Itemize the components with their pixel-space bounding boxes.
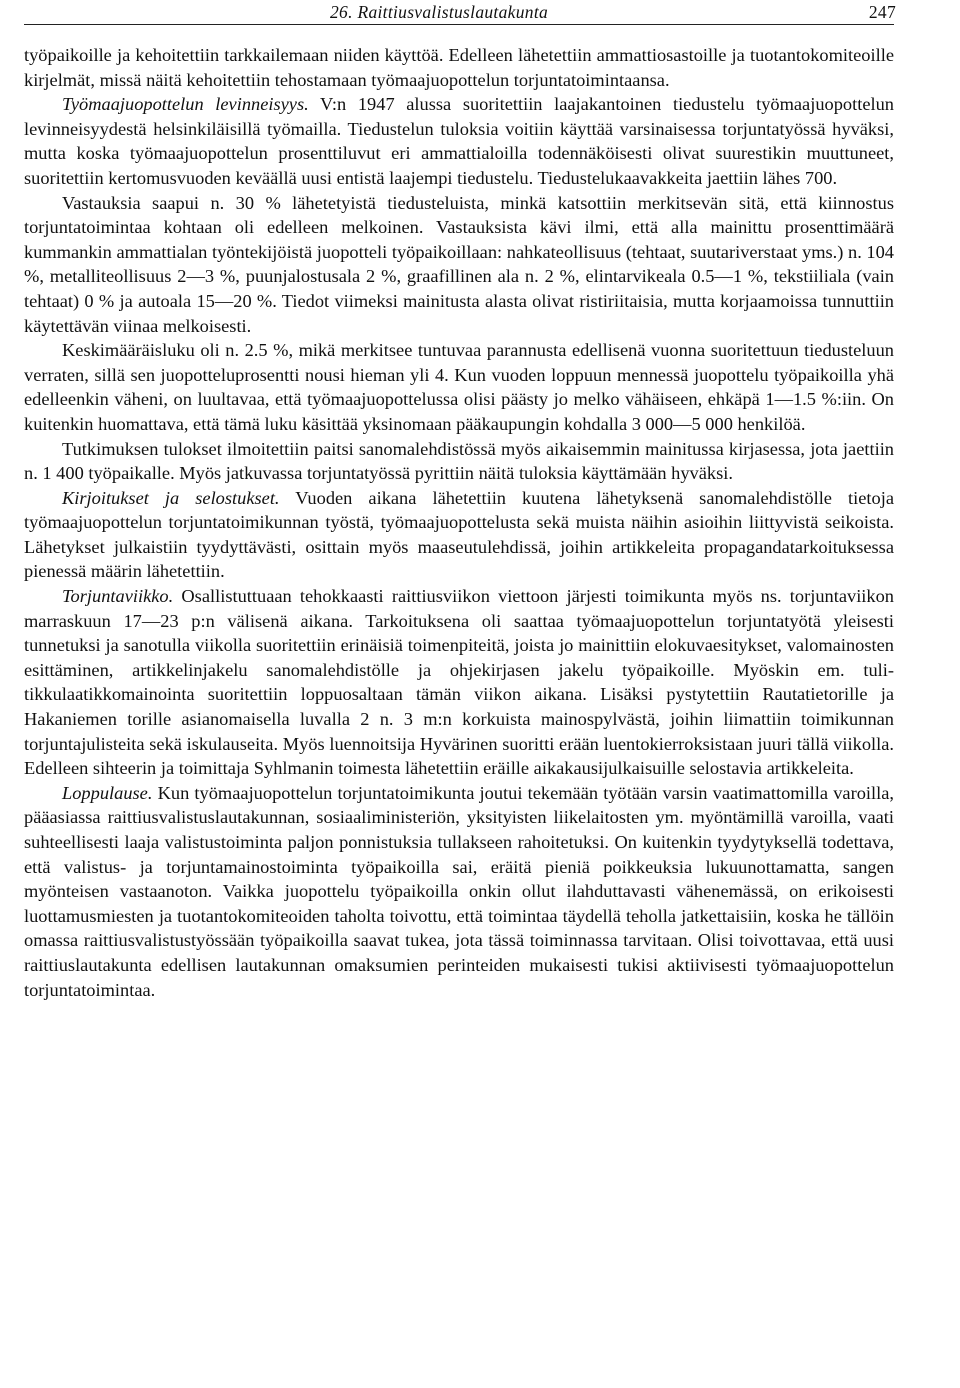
paragraph-6: [24, 486, 894, 584]
paragraph-4: [24, 338, 894, 436]
paragraph-text: Vuoden aikana lähetettiin kuutena lähetyksenä sanomalehdistölle tietoja työmaajuopottelun torjuntatoimikunnan työstä, työmaajuopottelusta sekä muista näihin asioihin liittyvistä seikoista. Lähetykset julkaistiin tyydyttävästi, osittain myös maaseutulehdissä, joihin artikkeleita propagandatarkoituksessa pienessä määrin lähetettiin.: [24, 487, 894, 582]
section-heading: Loppulause.: [62, 782, 153, 803]
paragraph-text: Tutkimuksen tulokset ilmoitettiin paitsi sanomalehdistössä myös aikaisemmin mainitussa kirjasessa, jota jaettiin n. 1 400 työpaikalle. Myös jatkuvassa torjuntatyössä pyrittiin näitä tuloksia käyttämään hyväksi.: [24, 438, 894, 484]
section-heading: Työmaajuopottelun levinneisyys.: [62, 94, 309, 115]
page-number: 247: [868, 2, 896, 22]
paragraph-5: [24, 437, 894, 486]
chapter-title: 26. Raittiusvalistuslautakunta: [330, 2, 549, 22]
paragraph-text: Keskimääräisluku oli n. 2.5 %, mikä merkitsee tuntuvaa parannusta edellisenä vuonna suoritettuun tiedusteluun verraten, sillä sen juopotteluprosentti nousi hieman yli 4. Kun vuoden loppuun mennessä juopottelu työpaikoilla yhä edelleenkin väheni, on luultavaa, että työmaajuopottelussa olisi päästy jo melko vähäiseen, ehkäpä 1—1.5 %:iin. On kuitenkin huomattava, että tämä luku käsittää yksinomaan pääkaupungin kohdalla 3 000—5 000 henkilöä.: [24, 340, 894, 434]
paragraph-text: Kun työmaajuopottelun torjuntatoimikunta joutui tekemään työtään varsin vaatimattomilla varoilla, pääasiassa raittiusvalistuslautakunnan, sosiaaliministeriön, yksityisten liikelaitosten ym. myöntämillä varoilla, vaati suhteellisesti laaja valistustoiminta paljon ponnistuksia tullakseen rahoitetuksi. On kuitenkin tyydytyksellä todettava, että valistus- ja torjuntamainostoiminta työpaikoilla sai, eräitä pieniä poikkeuksia lukuunottamatta, sangen myönteisen vastaanoton. Vaikka juopottelu työpaikoilla onkin ollut ilahduttavasti vähenemässä, on erikoisesti luottamusmiesten ja tuotantokomiteoiden taholta toivottu, että toimintaa täydellä teholla jatkettaisiin, koska he tällöin omassa raittiusvalistustyössään työpaikoilla saavat tukea, jota tässä toiminnassa tarvitaan. Olisi toivottavaa, että uusi raittiuslautakunta edellisen lautakunnan omaksumien perinteiden mukaisesti tukisi aktiivisesti työmaajuopottelun torjuntatoimintaa.: [24, 782, 894, 1000]
paragraph-text: Osallistuttuaan tehokkaasti raittiusviikon viettoon järjesti toimikunta myös ns. torjuntaviikon marraskuun 17—23 p:n välisenä aikana. Tarkoituksena oli saattaa työmaajuopottelun torjuntatyötä yleisesti tunnetuksi ja sanotulla viikolla suoritettiin erinäisiä toimenpiteitä, joista jo mainittiin elokuvaesitykset, valomainosten esittäminen, artikkelinjakelu sanomalehdistölle ja ohjekirjasen jakelu työpaikoille. Myöskin em. tulitikkulaatikkomainointa suoritettiin loppuosaltaan tämän viikon aikana. Lisäksi pystytettiin Rautatietorille ja Hakaniemen torille asianomaisella luvalla 2 n. 3 m:n korkuista mainospylvästä, joihin liimattiin toimikunnan torjuntajulisteita sekä iskulauseita. Myös luennoitsija Hyvärinen suoritti erään luentokierroksistaan juuri tällä viikolla. Edelleen sihteerin ja toimittaja Syhlmanin toimesta lähetettiin eräille aikakausijulkaisuille selostavia artikkeleita.: [24, 586, 894, 779]
paragraph-text: työpaikoille ja kehoitettiin tarkkailemaan niiden käyttöä. Edelleen lähetettiin ammattiosastoille ja tuotantokomiteoille kirjelmät, missä näitä kehoitettiin tehostamaan työmaajuopottelun torjuntatoimintaansa.: [24, 45, 894, 90]
document-page: [24, 0, 894, 1002]
paragraph-text: V:n 1947 alussa suoritettiin laajakantoinen tiedustelu työmaajuopottelun levinneisyydestä helsinkiläisillä työmailla. Tiedustelun tuloksia voitiin käyttää varsinaisessa torjuntatyössä hyväksi, mutta koska työmaajuopottelun prosenttiluvut eri ammattialoilla todennäköisesti olivat suurestikin muuttuneet, suoritettiin kertomusvuoden keväällä uusi entistä laajempi tiedustelu. Tiedustelukaavakkeita jaettiin lähes 700.: [24, 94, 894, 188]
paragraph-2: [24, 92, 894, 190]
section-heading: Kirjoitukset ja selostukset.: [62, 487, 280, 508]
paragraph-text: Vastauksia saapui n. 30 % lähetetyistä tiedusteluista, minkä katsottiin merkitsevän sitä, että kiinnostus torjuntatoimintaa kohtaan oli edelleen melkoinen. Vastauksista kävi ilmi, että alla mainittu prosenttimäärä kummankin ammattialan työntekijöistä juopotteli työpaikoillaan: nahkateollisuus (tehtaat, suutariverstaat yms.) n. 104 %, metalliteollisuus 2—3 %, puunjalostusala 2 %, graafillinen ala n. 2 %, elintarvikeala 0.5—1 %, tekstiiliala (vain tehtaat) 0 % ja autoala 15—20 %. Tiedot viimeksi mainitusta alasta olivat ristiriitaisia, mutta korjaamoissa tunnuttiin käytettävän viinaa melkoisesti.: [24, 192, 894, 336]
body-text: [24, 43, 894, 1002]
section-heading: Torjuntaviikko.: [62, 586, 174, 607]
paragraph-3: [24, 191, 894, 339]
running-header: [24, 0, 894, 25]
paragraph-8: [24, 781, 894, 1002]
paragraph-7: [24, 584, 894, 781]
paragraph-1: [24, 43, 894, 92]
